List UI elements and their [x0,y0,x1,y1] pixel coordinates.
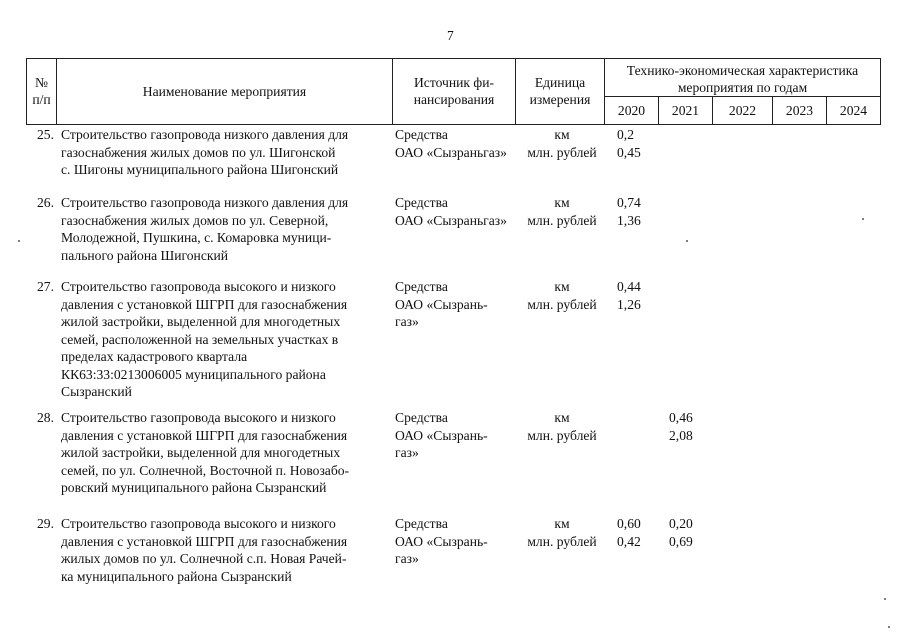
scan-speck [18,240,20,242]
header-year-2024: 2024 [839,103,868,118]
row-name: Строительство газопровода высокого и низкого давления с установкой ШГРП для газоснабжения жилой застройки, выделенной для многодетных семей, расположенной на земельных участках в пределах кадастрового квартала КК63:33:0213006005 муниципального района Сызранский [61,279,348,399]
row-number: 29. [37,516,54,531]
row-unit: км млн. рублей [527,127,597,160]
row-value-2021: 0,46 2,08 [669,410,693,443]
header-num: № п/п [32,75,51,107]
row-source: Средства ОАО «Сызрань- газ» [395,516,488,566]
row-name: Строительство газопровода низкого давления для газоснабжения жилых домов по ул. Шигонской с. Шигоны муниципального района Шигонский [61,127,349,177]
scan-speck [884,598,886,600]
header-source: Источник фи- нансирования [413,75,495,107]
row-source: Средства ОАО «Сызраньгаз» [395,195,507,228]
row-number: 25. [37,127,54,142]
header-year-2021: 2021 [671,103,700,118]
row-value-2020: 0,60 0,42 [617,516,641,549]
row-unit: км млн. рублей [527,410,597,443]
row-source: Средства ОАО «Сызраньгаз» [395,127,507,160]
row-number: 26. [37,195,54,210]
header-unit: Единица измерения [529,75,591,107]
scan-speck [862,218,864,220]
row-name: Строительство газопровода низкого давления для газоснабжения жилых домов по ул. Северной, Молодежной, Пушкина, с. Комаровка муници- пального района Шигонский [61,195,349,263]
header-year-2023: 2023 [785,103,814,118]
row-unit: км млн. рублей [527,279,597,312]
row-name: Строительство газопровода высокого и низкого давления с установкой ШГРП для газоснабжения жилых домов по ул. Солнечной с.п. Новая Рачей- ка муниципального района Сызранский [61,516,348,584]
scan-speck [888,626,890,628]
header-year-2022: 2022 [728,103,757,118]
row-source: Средства ОАО «Сызрань- газ» [395,410,488,460]
page-number: 7 [447,28,454,43]
row-name: Строительство газопровода высокого и низкого давления с установкой ШГРП для газоснабжения жилой застройки, выделенной для многодетных семей, по ул. Солнечной, Восточной п. Новозабо- ровский муниципального района Сызранский [61,410,350,495]
row-source: Средства ОАО «Сызрань- газ» [395,279,488,329]
header-year-2020: 2020 [617,103,646,118]
row-number: 27. [37,279,54,294]
row-value-2021: 0,20 0,69 [669,516,693,549]
header-tech: Технико-экономическая характеристика мероприятия по годам [626,63,859,95]
header-name: Наименование мероприятия [142,84,307,99]
row-value-2020: 0,44 1,26 [617,279,641,312]
scan-speck [686,240,688,242]
row-number: 28. [37,410,54,425]
row-unit: км млн. рублей [527,195,597,228]
row-unit: км млн. рублей [527,516,597,549]
row-value-2020: 0,2 0,45 [617,127,641,160]
row-value-2020: 0,74 1,36 [617,195,641,228]
